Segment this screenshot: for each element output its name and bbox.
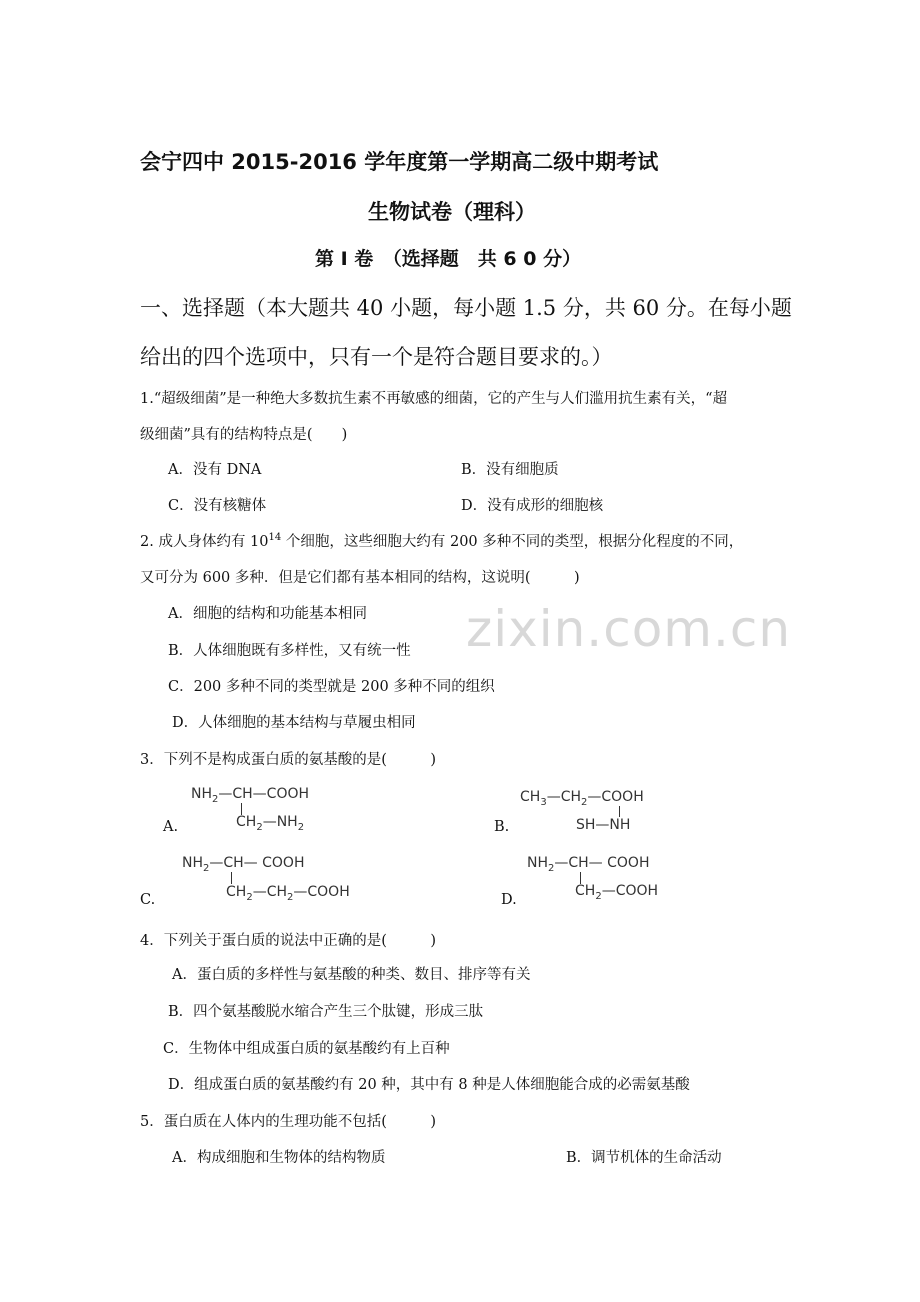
q4-stem: 4．下列关于蛋白质的说法中正确的是( ) [140,933,437,949]
q3-formula-b-bond [619,806,620,817]
q3-stem: 3．下列不是构成蛋白质的氨基酸的是( ) [140,752,437,768]
section-instruction-line2: 给出的四个选项中，只有一个是符合题目要求的。） [140,345,613,369]
q3-formula-c-top: $NH_2—CH—$ COOH [182,855,305,874]
q5-stem: 5．蛋白质在人体内的生理功能不包括( ) [140,1114,437,1130]
q3-option-d-label: D. [501,892,517,908]
q3-formula-d-bottom: $CH_2—COOH$ [575,883,659,902]
q3-formula-c-bottom: $CH_2—CH_2—COOH$ [226,884,350,903]
q3-formula-a-top: $NH_2—CH—COOH$ [191,786,310,805]
q1-stem-line2: 级细菌”具有的结构特点是( ) [140,427,348,443]
q4-option-d: D．组成蛋白质的氨基酸约有 20 种，其中有 8 种是人体细胞能合成的必需氨基酸 [168,1077,690,1093]
q1-option-d: D．没有成形的细胞核 [461,498,604,514]
q3-formula-b-top: $CH_3—CH_2—COOH$ [520,789,644,808]
section-instruction-line1: 一、选择题（本大题共 40 小题，每小题 1.5 分，共 60 分。在每小题 [140,296,792,320]
q2-option-a: A．细胞的结构和功能基本相同 [168,606,367,622]
q5-option-b: B．调节机体的生命活动 [566,1150,722,1166]
watermark: zixin.com.cn [466,600,792,658]
q5-option-a: A．构成细胞和生物体的结构物质 [172,1150,386,1166]
q4-option-b: B．四个氨基酸脱水缩合产生三个肽键，形成三肽 [168,1004,484,1020]
q2-stem-line1: 2. 成人身体约有 $10^{14}$ 个细胞，这些细胞大约有 200 多种不同的类型，根据分化程度的不同， [140,532,744,550]
q3-formula-d-top: $NH_2—CH—$ COOH [527,855,650,874]
q2-option-d: D．人体细胞的基本结构与草履虫相同 [172,715,416,731]
q2-option-b: B．人体细胞既有多样性，又有统一性 [168,643,411,659]
part-heading: 第 I 卷 （选择题 共 6 0 分） [315,248,582,270]
q3-formula-a-bottom: $CH_2—NH_2$ [236,814,305,833]
q1-option-b: B．没有细胞质 [461,462,559,478]
exam-title: 会宁四中 2015-2016 学年度第一学期高二级中期考试 [140,150,659,174]
q1-stem-line1: 1.“超级细菌”是一种绝大多数抗生素不再敏感的细菌，它的产生与人们滥用抗生素有关，“超 [140,391,728,407]
q3-option-b-label: B. [494,819,510,835]
q3-formula-c-bond [231,872,232,884]
q3-option-a-label: A. [163,819,179,835]
q4-option-c: C．生物体中组成蛋白质的氨基酸约有上百种 [163,1041,450,1057]
q1-option-a: A．没有 DNA [168,462,262,478]
q3-formula-b-bottom: SH—NH [576,817,631,833]
q4-option-a: A．蛋白质的多样性与氨基酸的种类、数目、排序等有关 [172,967,531,983]
exam-subtitle: 生物试卷（理科） [368,200,536,224]
q2-stem-line2: 又可分为 600 多种．但是它们都有基本相同的结构，这说明( ) [140,570,580,586]
q2-option-c: C．200 多种不同的类型就是 200 多种不同的组织 [168,679,495,695]
q3-option-c-label: C. [140,892,156,908]
q1-option-c: C．没有核糖体 [168,498,267,514]
